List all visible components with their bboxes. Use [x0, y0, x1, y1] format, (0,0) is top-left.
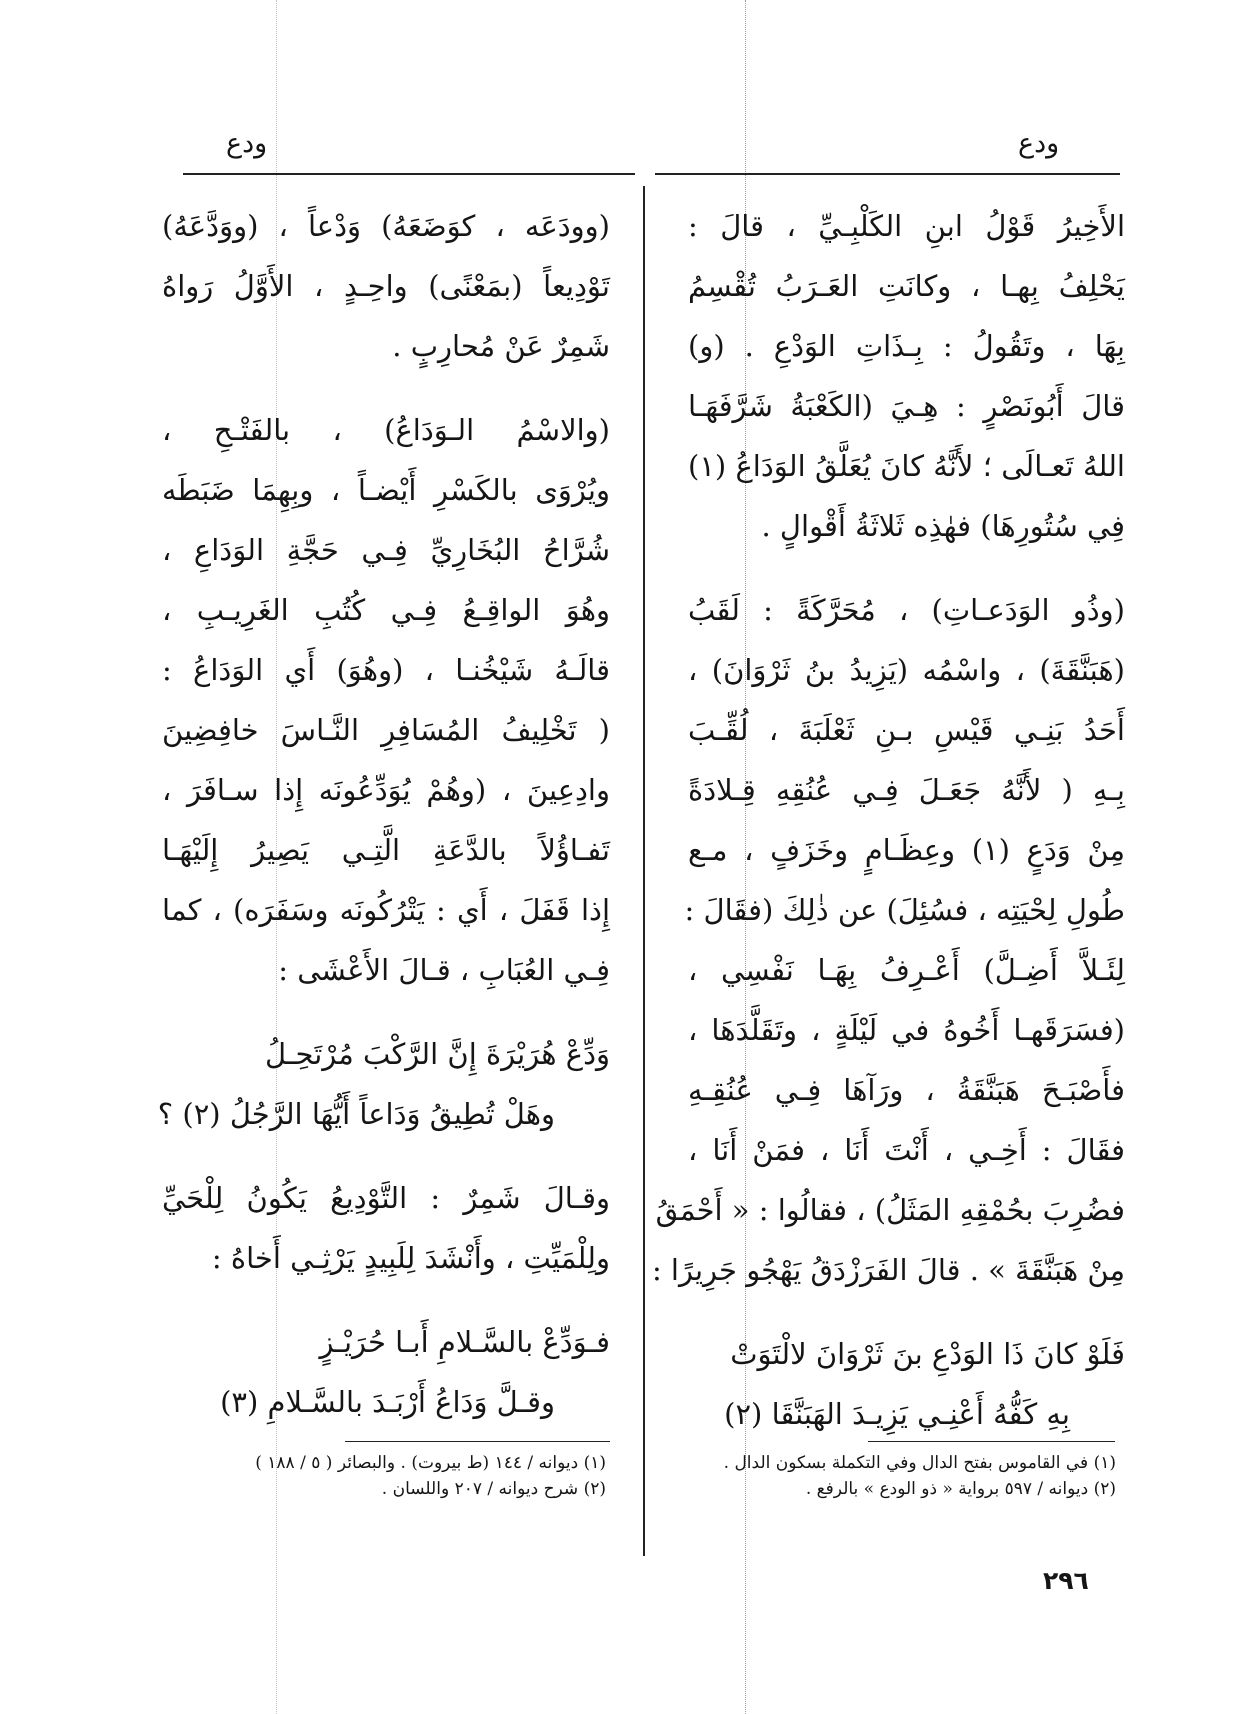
verse-line: فَلَوْ كانَ ذَا الوَدْعِ بنَ ثَرْوَانَ لالْتَوَتْ [730, 1337, 1125, 1371]
text-line: (وودَعَه ، كوَضَعَهُ) وَدْعاً ، (ووَدَّعَهُ) [162, 209, 610, 243]
header-rule [655, 173, 1120, 175]
text-line: (وذُو الوَدَعـاتِ) ، مُحَرَّكَةً : لَقَبُ [688, 593, 1125, 627]
verse-line: بِهِ كَفُّهُ أَعْنِـي يَزِيـدَ الهَبَنَّقَا (٢) [724, 1397, 1070, 1431]
footnote: (١) ديوانه / ١٤٤ (ط بيروت) . والبصائر ( ٥ / ١٨٨ ) [255, 1453, 606, 1473]
footnote: (٢) شرح ديوانه / ٢٠٧ واللسان . [381, 1479, 606, 1499]
text-line: الأَخِيرُ قَوْلُ ابنِ الكَلْبِـيِّ ، قالَ : [688, 209, 1125, 243]
text-line: وقـالَ شَمِرٌ : التَّوْدِيعُ يَكُونُ لِلْحَيِّ [162, 1181, 610, 1215]
left-column [157, 196, 610, 1432]
text-line: طُولِ لِحْيَتِه ، فسُئِلَ) عن ذٰلِكَ (فقَالَ : [684, 893, 1125, 927]
text-line: فأَصْبَـحَ هَبَنَّقَةُ ، ورَآهَا فِـي عُنُقِـهِ [688, 1073, 1125, 1107]
text-line: مِنْ وَدَعٍ (١) وعِظَـامٍ وخَزَفٍ ، مـع [688, 833, 1125, 867]
text-line: (هَبَنَّقَةَ) ، واسْمُه (يَزِيدُ بنُ ثَرْوَانَ) ، [688, 653, 1125, 687]
text-line: ويُرْوَى بالكَسْرِ أَيْضـاً ، وبِهِمَا ضَبَطَه [162, 473, 610, 507]
text-line: بِهَا ، وتَقُولُ : بِـذَاتِ الوَدْعِ . (و) [688, 329, 1125, 363]
text-line: وهُوَ الواقِـعُ فِـي كُتُبِ الغَرِيـبِ ، [162, 593, 610, 627]
verse-line: فـوَدِّعْ بالسَّـلامِ أَبـا حُرَيْـزٍ [319, 1325, 610, 1359]
running-header-left: ودع [226, 128, 268, 159]
text-line: لِئَـلاَّ أَضِـلَّ) أَعْـرِفُ بِهَـا نَفْسِي ، [688, 953, 1125, 987]
text-line: شُرَّاحُ البُخَارِيِّ فِـي حَجَّةِ الوَدَاعِ ، [162, 533, 610, 567]
verse-line: وَدِّعْ هُرَيْرَةَ إِنَّ الرَّكْبَ مُرْتَحِـلُ [265, 1037, 610, 1071]
text-line: فِي سُتُورِهَا) فهٰذِه ثَلاثَةُ أَقْوالٍ . [761, 509, 1125, 543]
text-line: مِنْ هَبَنَّقَةَ » . قالَ الفَرَزْدَقُ يَهْجُو جَرِيرًا : [651, 1253, 1125, 1287]
right-column [651, 196, 1125, 1444]
text-line: يَحْلِفُ بِهـا ، وكانَتِ العَـرَبُ تُقْسِمُ [688, 269, 1125, 303]
running-header-right: ودع [1018, 128, 1060, 159]
paragraph-gap [688, 1300, 1125, 1324]
text-line: تَوْدِيعاً (بمَعْنًى) واحِـدٍ ، الأَوَّلُ رَواهُ [162, 269, 610, 303]
text-line: قالَ أَبُونَصْرٍ : هِـيَ (الكَعْبَةُ شَرَّفَهَـا [688, 389, 1125, 423]
footnote: (٢) ديوانه / ٥٩٧ برواية « ذو الودع » بالرفع . [805, 1479, 1116, 1499]
verse-line: وقـلَّ وَدَاعُ أَرْبَـدَ بالسَّـلامِ (٣) [220, 1385, 555, 1419]
text-line: فقَالَ : أَخِـي ، أَنْتَ أَنَا ، فمَنْ أَنَا ، [688, 1133, 1125, 1167]
footnotes-right [688, 1450, 1116, 1502]
text-line: بِـهِ ( لأَنَّهُ جَعَـلَ فِـي عُنُقِهِ قِـلادَةً [688, 773, 1125, 807]
header-rule [183, 173, 635, 175]
paragraph-gap [162, 376, 610, 400]
text-line: (فسَرَقَهـا أَخُوهُ في لَيْلَةٍ ، وتَقَلَّدَهَا ، [688, 1013, 1125, 1047]
text-line: فِـي العُبَابِ ، قـالَ الأَعْشَى : [278, 953, 610, 987]
footnotes-left [178, 1450, 606, 1502]
text-line: أَحَدُ بَنِـي قَيْسِ بـنِ ثَعْلَبَةَ ، لُقِّـبَ [688, 713, 1125, 747]
footnote-rule [868, 1441, 1115, 1442]
page-number: ٢٩٦ [1043, 1566, 1089, 1595]
text-line: تَفـاؤُلاً بالدَّعَةِ الَّتِـي يَصِيرُ إِلَيْهَـا [162, 833, 610, 867]
text-line: ولِلْمَيِّتِ ، وأَنْشَدَ لِلَبِيدٍ يَرْثِـي أَخاهُ : [211, 1241, 610, 1275]
verse-line: وهَلْ تُطِيقُ وَدَاعاً أَيُّهَا الرَّجُلُ (٢) ؟ [157, 1097, 555, 1131]
text-line: ( تَخْلِيفُ المُسَافِرِ النَّـاسَ خافِضِينَ [162, 713, 610, 747]
footnote-rule [345, 1441, 610, 1442]
text-line: إِذا قَفَلَ ، أَي : يَتْرُكُونَه وسَفَرَه) ، كما [162, 893, 610, 927]
text-line: شَمِرٌ عَنْ مُحارِبٍ . [392, 329, 610, 363]
text-line: قالَـهُ شَيْخُنـا ، (وهُوَ) أَي الوَدَاعُ : [162, 653, 610, 687]
column-divider [643, 186, 645, 1556]
text-line: (والاسْمُ الـوَدَاعُ) ، بالفَتْـحِ ، [162, 413, 610, 447]
paragraph-gap [162, 1000, 610, 1024]
text-line: فضُرِبَ بحُمْقِهِ المَثَلُ) ، فقالُوا : « أَحْمَقُ [655, 1193, 1125, 1227]
paragraph-gap [162, 1288, 610, 1312]
text-line: وادِعِينَ ، (وهُمْ يُوَدِّعُونَه إِذا سـافَرَ ، [162, 773, 610, 807]
paragraph-gap [162, 1144, 610, 1168]
footnote: (١) في القاموس بفتح الدال وفي التكملة بسكون الدال . [723, 1453, 1116, 1473]
text-line: اللهُ تَعـالَى ؛ لأَنَّهُ كانَ يُعَلَّقُ الوَدَاعُ (١) [688, 449, 1125, 483]
paragraph-gap [688, 556, 1125, 580]
